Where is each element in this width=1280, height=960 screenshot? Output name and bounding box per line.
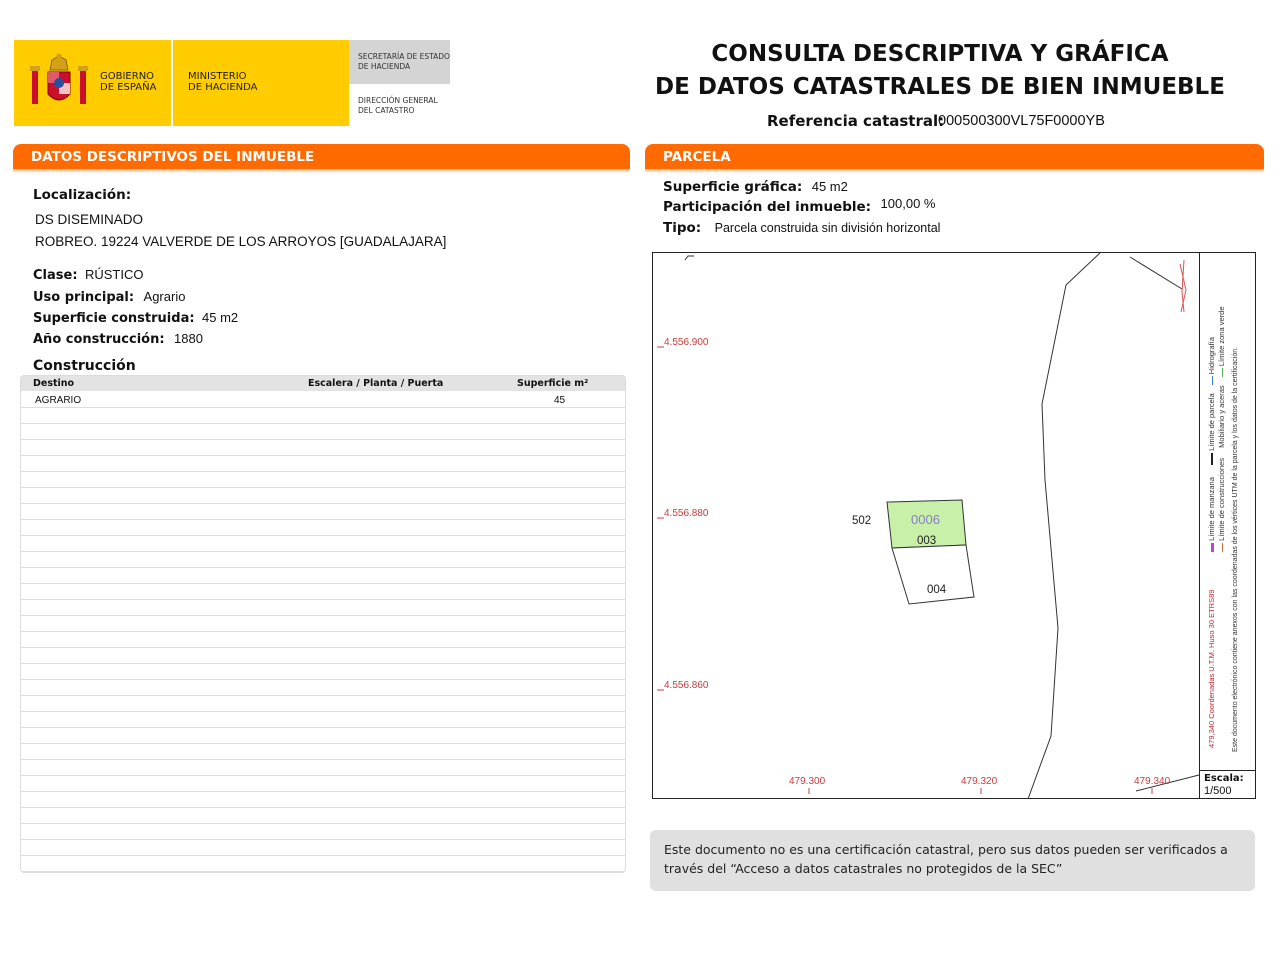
scale-label: Escala: bbox=[1204, 773, 1244, 784]
ref-value: 000500300VL75F0000YB bbox=[938, 113, 1105, 129]
table-row-line bbox=[21, 727, 625, 728]
table-row-line bbox=[21, 823, 625, 824]
logo-sec-line1: SECRETARÍA DE ESTADO bbox=[358, 52, 450, 61]
logo-gov-line2: DE ESPAÑA bbox=[100, 81, 157, 93]
hidrografia-swatch-icon bbox=[1212, 376, 1213, 385]
table-row-line bbox=[21, 791, 625, 792]
table-row-line bbox=[21, 631, 625, 632]
table-row-line bbox=[21, 567, 625, 568]
bar-title-b: INMUEBLE bbox=[236, 149, 315, 165]
y-tick-3: 4.556.860 bbox=[664, 680, 709, 691]
superficie-label: Superficie construida: bbox=[33, 311, 195, 326]
table-row-line bbox=[21, 519, 625, 520]
legend-hidrografia: Hidrografía bbox=[1207, 337, 1216, 375]
table-row-line bbox=[21, 487, 625, 488]
table-row-line bbox=[21, 839, 625, 840]
table-header bbox=[21, 376, 625, 391]
parcel-502-label[interactable]: 502 bbox=[852, 515, 872, 527]
table-row-line bbox=[21, 615, 625, 616]
legend-separator bbox=[1199, 252, 1200, 799]
clase-value: RÚSTICO bbox=[84, 267, 144, 282]
note-line2: través del “Acceso a datos catastrales no protegidos de la SEC” bbox=[664, 860, 1063, 876]
localizacion-line1: DS DISEMINADO bbox=[35, 212, 144, 227]
col-escalera: Escalera / Planta / Puerta bbox=[308, 378, 444, 389]
ref-label: Referencia catastral: bbox=[767, 112, 945, 130]
page-title-line2: DE DATOS CATASTRALES DE BIEN INMUEBLE bbox=[655, 74, 1225, 100]
parcel-0006-label[interactable]: 0006 bbox=[911, 512, 940, 527]
table-row-line bbox=[21, 647, 625, 648]
tipo-value: Parcela construida sin división horizontal bbox=[714, 221, 941, 235]
section-bar-parcela bbox=[645, 144, 1264, 169]
legend-parcela: Límite de parcela bbox=[1207, 393, 1216, 451]
table-row-line bbox=[21, 807, 625, 808]
anio-label: Año construcción: bbox=[33, 332, 165, 347]
page-title-line1: CONSULTA DESCRIPTIVA Y GRÁFICA bbox=[711, 41, 1169, 67]
table-row-line bbox=[21, 855, 625, 856]
row-superficie: 45 bbox=[554, 395, 566, 406]
map-legend bbox=[1206, 262, 1254, 762]
parcela-swatch-icon bbox=[1211, 453, 1213, 465]
table-row-line bbox=[21, 439, 625, 440]
bar-title-parcela: PARCELA bbox=[663, 149, 731, 165]
col-superficie: Superficie m² bbox=[517, 378, 589, 389]
table-row-line bbox=[21, 775, 625, 776]
localizacion-label: Localización: bbox=[33, 187, 132, 203]
construcciones-swatch-icon bbox=[1222, 543, 1223, 552]
x-tick-3: 479.340 bbox=[1134, 776, 1171, 787]
table-row-line bbox=[21, 455, 625, 456]
table-row-line bbox=[21, 503, 625, 504]
verification-note bbox=[650, 830, 1255, 891]
table-row-line bbox=[21, 471, 625, 472]
bar-shadow bbox=[13, 169, 630, 173]
scale-value: 1/500 bbox=[1204, 785, 1232, 797]
table-row-line bbox=[21, 711, 625, 712]
table-row-line bbox=[21, 535, 625, 536]
table-row-line bbox=[21, 551, 625, 552]
coord-note: 479,340 Coordenadas U.T.M. Huso 30 ETRS89 bbox=[1207, 589, 1216, 748]
logo-sec-line2: DE HACIENDA bbox=[358, 62, 411, 71]
logo-dir-line2: DEL CATASTRO bbox=[358, 106, 415, 115]
parcel-004-label[interactable]: 004 bbox=[927, 584, 947, 596]
section-bar-inmueble bbox=[13, 144, 630, 169]
coat-of-arms-icon bbox=[28, 52, 90, 114]
participacion-value: 100,00 % bbox=[880, 196, 936, 211]
uso-value: Agrario bbox=[143, 289, 186, 304]
legend-mobiliario: Mobiliario y aceras bbox=[1217, 385, 1226, 448]
tipo-label: Tipo: bbox=[663, 220, 702, 236]
y-tick-1: 4.556.900 bbox=[664, 337, 709, 348]
manzana-swatch-icon bbox=[1211, 543, 1214, 552]
uso-label: Uso principal: bbox=[33, 290, 135, 305]
x-tick-2: 479.320 bbox=[961, 776, 998, 787]
table-row-line bbox=[21, 695, 625, 696]
zona-verde-swatch-icon bbox=[1222, 368, 1223, 377]
table-row-line bbox=[21, 679, 625, 680]
y-tick-2: 4.556.880 bbox=[664, 508, 709, 519]
logo-dir-line1: DIRECCIÓN GENERAL bbox=[358, 96, 438, 105]
row-destino: AGRARIO bbox=[35, 395, 82, 406]
legend-manzana: Límite de manzana bbox=[1207, 477, 1216, 541]
logo-min-line2: DE HACIENDA bbox=[188, 81, 258, 93]
table-row-line bbox=[21, 599, 625, 600]
table-row-line bbox=[21, 407, 625, 408]
legend-construcciones: Límite de construcciones bbox=[1217, 457, 1226, 541]
logo-gov-line1: GOBIERNO bbox=[100, 71, 155, 82]
table-row-line bbox=[21, 583, 625, 584]
table-row-line bbox=[21, 759, 625, 760]
clase-label: Clase: bbox=[33, 268, 78, 283]
x-tick-1: 479.300 bbox=[789, 776, 826, 787]
participacion-label: Participación del inmueble: bbox=[663, 199, 872, 215]
col-destino: Destino bbox=[33, 378, 75, 389]
sup-grafica-label: Superficie gráfica: bbox=[663, 179, 803, 195]
doc-note: Este documento electrónico contiene anexos con las coordenadas de los vértices UTM de la parcela y los datos de la certificación. bbox=[1232, 346, 1239, 752]
table-row-line bbox=[21, 423, 625, 424]
table-row-line bbox=[21, 871, 625, 872]
bar-shadow-right bbox=[645, 169, 1264, 173]
construccion-table bbox=[20, 375, 626, 873]
superficie-value: 45 m2 bbox=[202, 310, 239, 325]
bar-title-a: DATOS DESCRIPTIVOS DEL bbox=[31, 149, 237, 165]
legend-row-2 bbox=[1216, 307, 1227, 553]
table-row-line bbox=[21, 743, 625, 744]
table-row-line bbox=[21, 663, 625, 664]
legend-zona-verde: Límite zona verde bbox=[1217, 306, 1226, 367]
parcel-003-label[interactable]: 003 bbox=[917, 535, 937, 547]
scale-box bbox=[1200, 770, 1256, 800]
anio-value: 1880 bbox=[174, 331, 203, 346]
logo-divider bbox=[171, 40, 173, 126]
logo-min-line1: MINISTERIO bbox=[188, 71, 247, 82]
localizacion-line2: ROBREO. 19224 VALVERDE DE LOS ARROYOS [GUADALAJARA] bbox=[35, 234, 447, 249]
sup-grafica-value: 45 m2 bbox=[811, 179, 848, 194]
construccion-title: Construcción bbox=[33, 358, 136, 374]
note-line1: Este documento no es una certificación catastral, pero sus datos pueden ser verificados a bbox=[664, 842, 1228, 857]
